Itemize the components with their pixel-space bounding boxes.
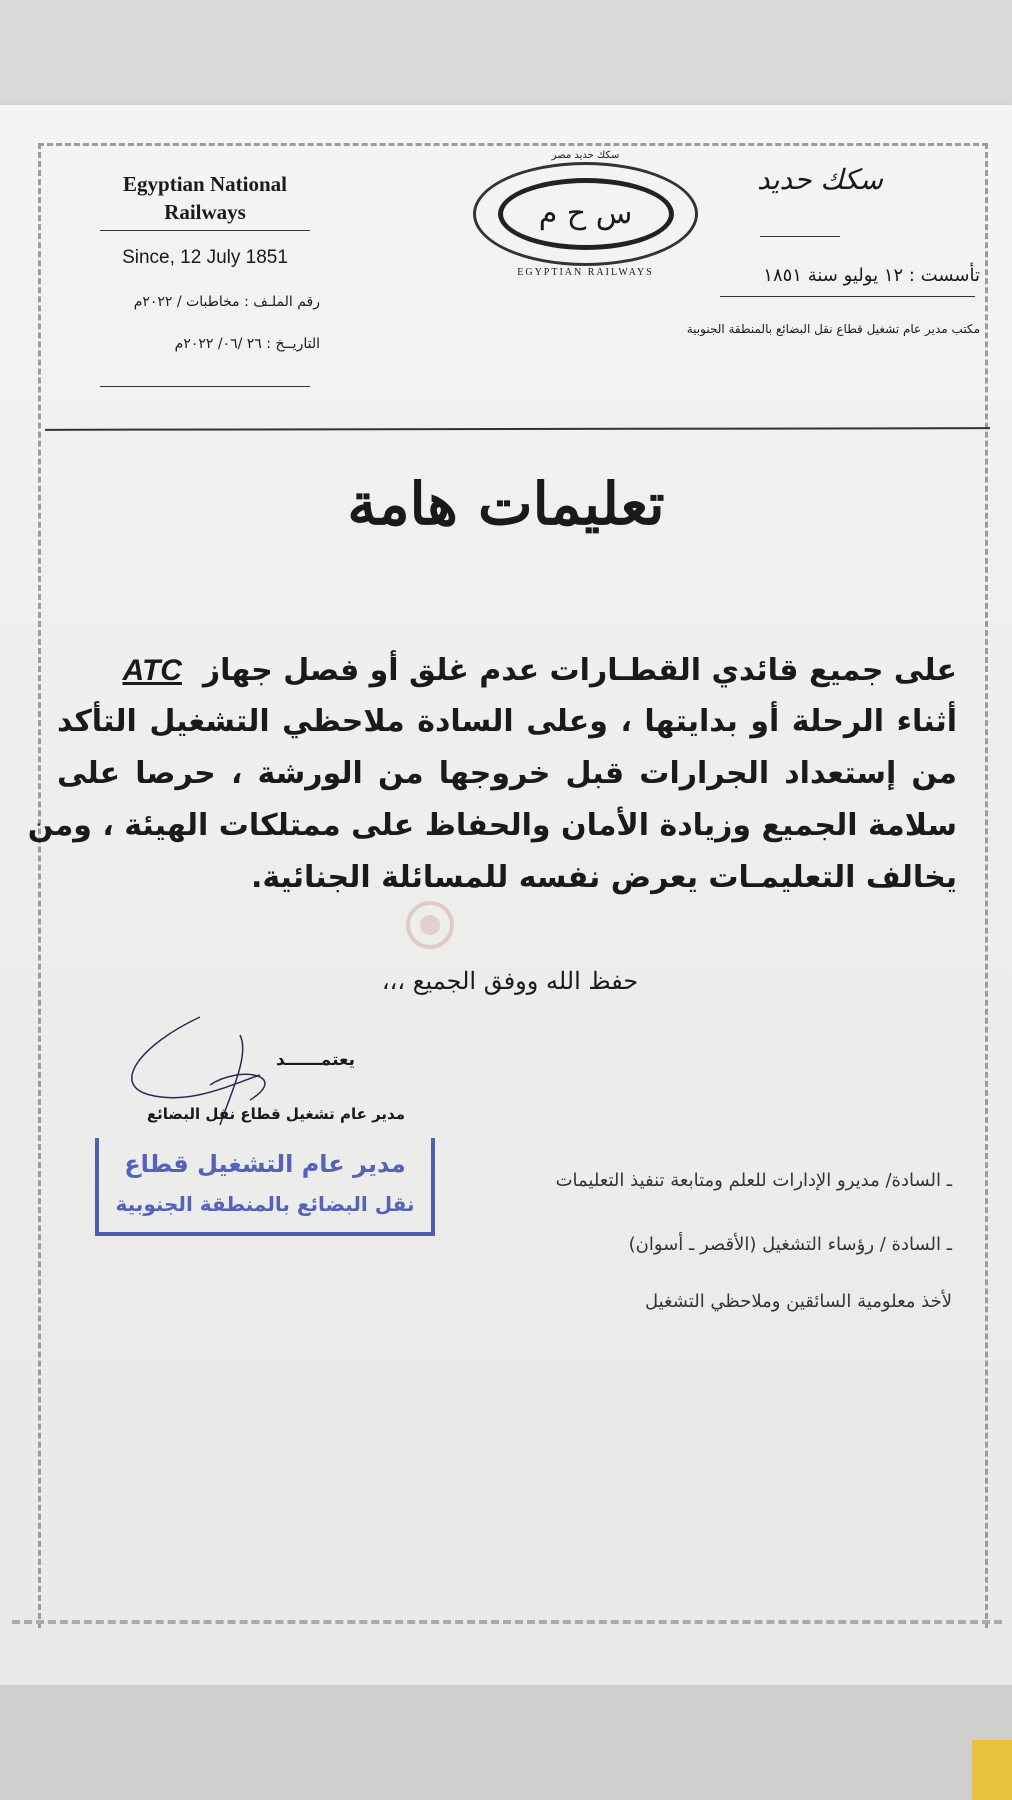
org-name-ar: سكك حديد [757,163,883,196]
body-line-3: من إستعداد الجرارات قبل خروجها من الورشة ، حرصا على [57,756,957,791]
body-line-2: أثناء الرحلة أو بدايتها ، وعلى السادة ملاحظي التشغيل التأكد [57,704,957,739]
approve-label: يعتمــــــد [276,1050,355,1070]
stamp-line1: مدير عام التشغيل قطاع [124,1150,406,1178]
body-line-5: يخالف التعليمـات يعرض نفسه للمسائلة الجنائية. [250,860,957,895]
file-number: رقم الملـف : مخاطبات / ٢٠٢٢م [133,294,320,310]
signatory-title: مدير عام تشغيل قطاع نقل البضائع [146,1105,405,1123]
distribution-item-3: لأخذ معلومية السائقين وملاحظي التشغيل [644,1291,952,1312]
atc-term: ATC [122,654,182,687]
body-line-1 [57,645,957,696]
body-text: على جميع قائدي القطـارات عدم غلق أو فصل جهاز [202,653,957,688]
since-en: Since, 12 July 1851 [122,247,288,268]
background-corner [972,1740,1012,1800]
distribution-item-2: ـ السادة / رؤساء التشغيل (الأقصر ـ أسوان) [628,1234,952,1255]
logo-bottom-text: EGYPTIAN RAILWAYS [517,267,654,278]
stamp-line2: نقل البضائع بالمنطقة الجنوبية [115,1192,415,1216]
divider [100,386,310,387]
org-name-en [100,170,310,226]
closing-text: حفظ الله ووفق الجميع ،،، [381,967,639,995]
official-stamp [95,1138,435,1236]
logo-monogram: س ح م [498,178,674,250]
logo-top-text: سكك حديد مصر [551,150,620,161]
divider [720,296,975,297]
body-line-4: سلامة الجميع وزيادة الأمان والحفاظ على ممتلكات الهيئة ، ومن [27,808,957,843]
egyptian-railways-logo [473,150,698,278]
org-name-en-line1: Egyptian National [123,172,287,196]
background-surface [0,1685,1012,1800]
divider [100,230,310,231]
dashed-border-bottom [12,1620,1002,1624]
divider [760,236,840,237]
org-name-en-line2: Railways [164,200,246,224]
watermark-logo [400,895,490,955]
page-title: تعليمات هامة [347,470,665,538]
founded-ar: تأسست : ١٢ يوليو سنة ١٨٥١ [763,265,980,286]
document-date: التاريــخ : ٢٦ /٠٦/ ٢٠٢٢م [174,336,320,352]
distribution-item-1: ـ السادة/ مديرو الإدارات للعلم ومتابعة تنفيذ التعليمات [555,1170,952,1191]
office-name: مكتب مدير عام تشغيل قطاع نقل البضائع بالمنطقة الجنوبية [686,322,980,336]
